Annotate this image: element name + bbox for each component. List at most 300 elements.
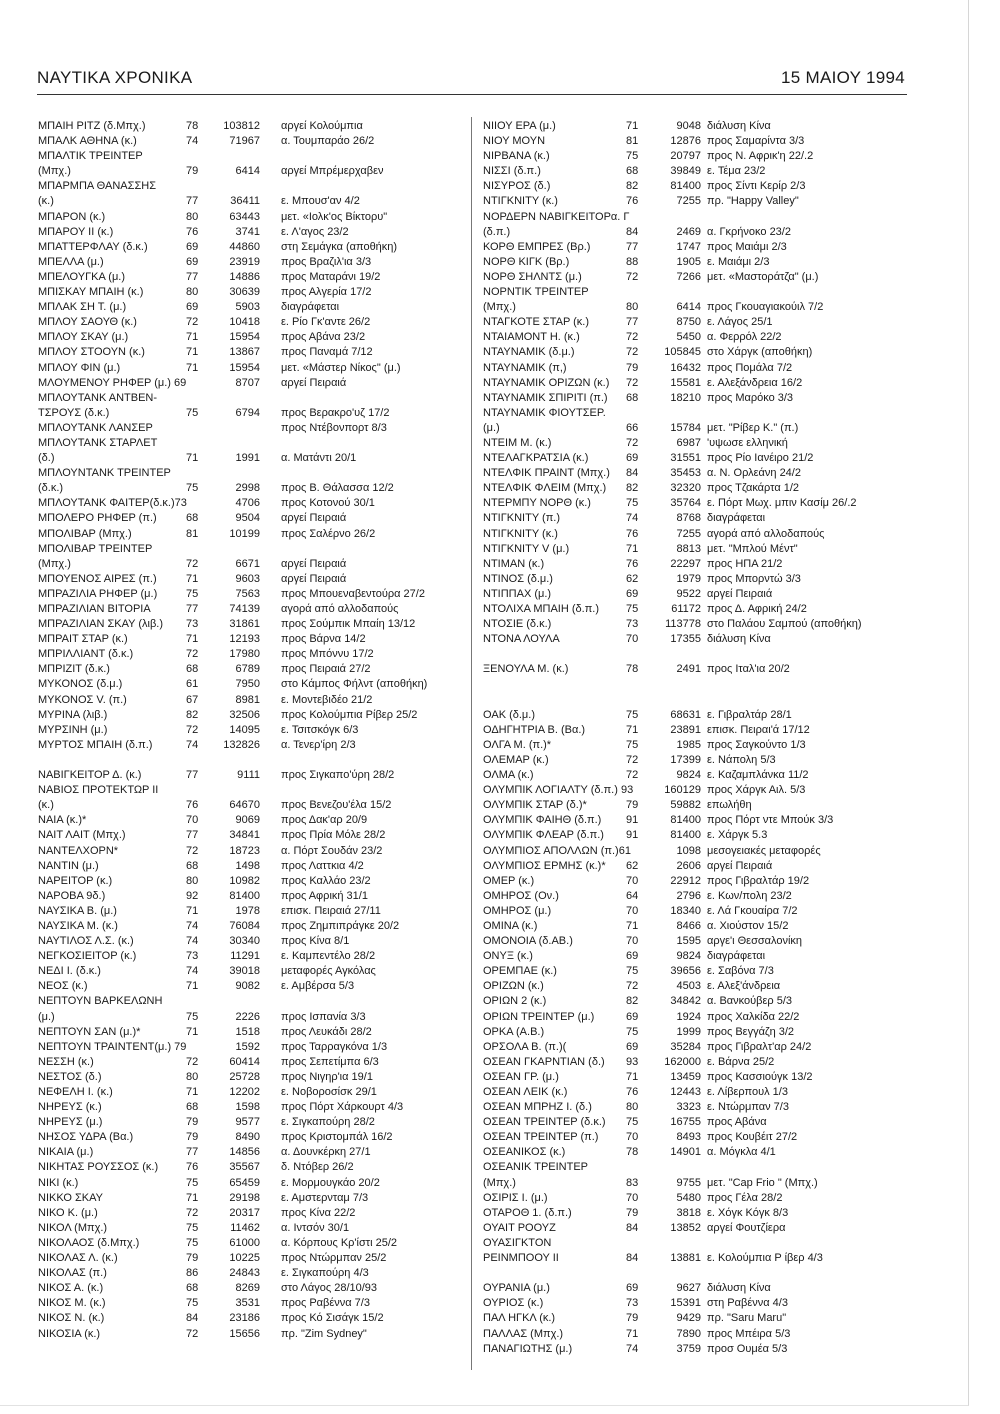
list-item [38,572,446,587]
list-item [483,1160,891,1175]
status-destination: προς Αβάνα 23/2 [281,331,366,344]
tonnage: 15581 [670,376,701,389]
status-destination: προς Ντέβονπορτ 8/3 [281,421,387,434]
build-year: 77 [186,769,199,782]
status-destination: α. Κόρπους Κρ'ίστι 25/2 [281,1236,397,1249]
build-year: 73 [186,950,199,963]
list-item [483,119,891,134]
status-destination: προς Μαιάμι 2/3 [707,240,787,253]
list-item [483,134,891,149]
vessel-name: ΟΜΗΡΟΣ (Ον.) [483,889,559,902]
tonnage: 31551 [670,452,701,465]
tonnage: 76084 [229,919,260,932]
tonnage: 2796 [676,889,701,902]
list-item [483,677,891,692]
status-destination: προς Νιγηρ'ια 19/1 [281,1070,373,1083]
vessel-name: ΜΛΟΥΜΕΝΟΥ ΡΗΦΕΡ (μ.) 69 [38,376,187,389]
build-year: 78 [626,1146,639,1159]
vessel-name: ΟΣΕΑΝ ΜΠΡΗΖ Ι. (δ.) [483,1101,592,1114]
build-year: 77 [186,1146,199,1159]
status-destination: προς Σούμπικ Μπαίη 13/12 [281,618,416,631]
tonnage: 7255 [676,527,701,540]
list-item [483,1221,891,1236]
status-destination: αργε'ι Θεσσαλονίκη [707,935,803,948]
status-destination: αργεί Πειραιά [281,572,347,585]
tonnage: 12202 [229,1086,260,1098]
tonnage: 20797 [670,150,701,163]
tonnage: 14856 [229,1146,260,1159]
tonnage: 9824 [676,950,701,963]
build-year: 72 [626,346,639,359]
vessel-name: ΟΛΥΜΠΙΚ ΦΑΙΗΘ (δ.π.) [483,814,602,827]
build-year: 75 [626,1116,639,1129]
tonnage: 14901 [670,1146,701,1159]
status-destination: επωλήθη [707,799,752,812]
list-item [38,844,446,859]
list-item [38,255,446,270]
vessel-name: ΜΠΛΑΚ ΣΗ Τ. (μ.) [38,301,127,314]
vessel-name: ΟΥΑΙΤ ΡΟΟΥΖ [483,1221,556,1234]
tonnage: 7563 [235,587,260,600]
vessel-name: ΝΤΙΓΚΝΙΤΥ (κ.) [483,195,558,208]
tonnage: 105845 [664,346,701,359]
list-item [483,285,891,300]
status-destination: προς Μπόννυ 17/2 [281,648,374,661]
status-destination: πρ. "Zim Sydney" [281,1327,367,1340]
build-year: 81 [186,527,199,540]
tonnage: 1747 [676,240,701,253]
vessel-name: ΟΣΕΑΝ ΤΡΕΙΝΤΕΡ (π.) [483,1131,599,1144]
vessel-name: ΝΙΚΟΛ (Μπχ.) [38,1221,108,1234]
list-item [483,345,891,360]
list-item [483,813,891,828]
status-destination: ε. Σιγκαπούρη 4/3 [281,1267,369,1280]
list-item [38,677,446,692]
tonnage: 18210 [670,391,701,404]
list-item [38,1070,446,1085]
list-item [483,934,891,949]
list-item [38,376,446,391]
list-item [483,859,891,874]
list-item [38,617,446,632]
build-year: 80 [186,286,199,299]
list-item [38,1085,446,1100]
tonnage: 4706 [235,497,260,510]
tonnage: 15954 [229,331,260,344]
vessel-name: ΜΠΑΤΤΕΡΦΛΑΥ (δ.κ.) [38,240,148,253]
tonnage: 15784 [670,421,701,434]
tonnage: 39849 [670,165,701,178]
vessel-name: ΜΠΛΟΥΝΤΑΝΚ ΤΡΕΙΝΤΕΡ [38,467,171,480]
list-item [483,300,891,315]
build-year: 73 [626,1297,639,1310]
vessel-name: ΟΛΜΑ (κ.) [483,769,534,782]
vessel-name: ΝΕΣΣΗ (κ.) [38,1055,94,1068]
tonnage: 15954 [229,361,260,374]
status-destination: προς Τζακάρτα 1/2 [707,482,800,495]
vessel-name: ΝΤΑΓΚΟΤΕ ΣΤΑΡ (κ.) [483,316,590,329]
list-item [483,1206,891,1221]
build-year: 76 [626,195,639,208]
tonnage: 9603 [235,572,260,585]
list-item [38,768,446,783]
build-year: 71 [186,1191,199,1204]
vessel-name: ΜΠΕΛΟΥΓΚΑ (μ.) [38,270,126,283]
build-year: 69 [626,1040,639,1053]
status-destination: ε. Τσιτσκόγκ 6/3 [281,723,359,736]
tonnage: 6414 [676,301,701,314]
list-item [483,210,891,225]
list-item [483,391,891,406]
tonnage: 31861 [229,618,260,631]
vessel-name: ΜΠΑΛΚ ΑΘΗΝΑ (κ.) [38,135,137,148]
build-year: 84 [626,225,639,238]
vessel-name: ΠΑΝΑΓΙΩΤΗΣ (μ.) [483,1342,573,1355]
list-item [38,315,446,330]
status-destination: ε. Χόγκ Κόγκ 8/3 [707,1206,789,1219]
list-item [38,496,446,511]
vessel-name: ΜΠΟΛΙΒΑΡ ΤΡΕΙΝΤΕΡ [38,542,153,555]
list-item [38,542,446,557]
build-year: 79 [186,165,199,178]
build-year: 79 [626,1312,639,1325]
vessel-name: (Μπχ.) [38,557,71,570]
tonnage: 9111 [237,769,260,782]
right-column [483,119,891,1357]
build-year: 68 [626,165,639,178]
build-year: 71 [186,633,199,646]
vessel-name: ΜΠΡΑΖΙΛΙΑΝ ΒΙΤΟΡΙΑ [38,603,151,615]
list-item [38,391,446,406]
build-year: 72 [626,331,639,344]
tonnage: 9824 [676,769,701,782]
vessel-name: ΜΠΟΛΕΡΟ ΡΗΦΕΡ (π.) [38,512,157,525]
vessel-name: ΝΟΡΝΤΙΚ ΤΡΕΙΝΤΕΡ [483,286,589,299]
build-year: 71 [626,1327,639,1340]
tonnage: 1991 [235,452,260,465]
list-item [483,194,891,209]
status-destination: αγορά από αλλοδαπούς [707,527,825,540]
tonnage: 7950 [235,678,260,691]
list-item [38,632,446,647]
list-item [38,345,446,360]
vessel-name: ΟΡΙΩΝ 2 (κ.) [483,995,547,1008]
vessel-name: ΝΤΑΙΑΜΟΝΤ Η. (κ.) [483,331,580,344]
vessel-name: ΞΕΝΟΥΛΑ Μ. (κ.) [483,663,569,676]
status-destination: α. Ν. Ορλεάνη 24/2 [707,467,801,480]
vessel-name: ΟΡΚΑ (Α.Β.) [483,1025,545,1038]
build-year: 75 [186,1176,199,1189]
tonnage: 81400 [670,829,701,842]
status-destination: μετ. "Μπλού Μέντ" [707,542,798,555]
list-item [38,587,446,602]
status-destination: α. Βανκούβερ 5/3 [707,995,793,1008]
vessel-name: ΜΠΛΟΥ ΣΤΟΟΥΝ (κ.) [38,346,145,359]
status-destination: ε. Μαιάμι 2/3 [707,255,770,268]
list-item [483,1130,891,1145]
build-year: 80 [186,874,199,887]
list-item [483,315,891,330]
list-item [483,602,891,617]
list-item [38,1055,446,1070]
tonnage: 1924 [676,1010,701,1023]
status-destination: προς Βενεζου'έλα 15/2 [281,799,392,812]
tonnage: 3323 [676,1101,701,1114]
vessel-name: ΡΕΙΝΜΠΟΟΥ II [483,1252,559,1265]
tonnage: 12193 [229,633,260,646]
tonnage: 1598 [235,1101,260,1114]
vessel-name: ΝΙΡΒΑΝΑ (κ.) [483,150,550,163]
list-item [38,662,446,677]
tonnage: 39018 [229,965,260,978]
build-year: 61 [186,678,199,691]
vessel-name: ΝΤΙΓΚΝΙΤΥ V (μ.) [483,542,570,555]
tonnage: 10199 [229,527,260,540]
tonnage: 35284 [670,1040,701,1053]
vessel-name: ΝΙΣΣΙ (δ.π.) [483,165,541,178]
tonnage: 5903 [235,301,260,314]
status-destination: στο Κάμπος Φήλντ (αποθήκη) [281,678,428,691]
tonnage: 10225 [229,1252,260,1265]
tonnage: 13459 [670,1070,701,1083]
vessel-name: (κ.) [38,799,54,812]
vessel-name: (Μπχ.) [38,165,71,178]
vessel-name: ΝΗΡΕΥΣ (μ.) [38,1116,103,1129]
tonnage: 5450 [676,331,701,344]
vessel-name: ΝΤΕΛΦΙΚ ΠΡΑΙΝΤ (Μπχ.) [483,467,610,480]
build-year: 79 [186,1116,199,1129]
tonnage: 4503 [676,980,701,993]
vessel-name: ΟΣΕΑΝΙΚ ΤΡΕΙΝΤΕΡ [483,1161,589,1174]
list-item [483,919,891,934]
tonnage: 2998 [235,482,260,495]
vessel-name: ΟΔΗΓΗΤΡΙΑ Β. (Βα.) [483,723,586,736]
tonnage: 30340 [229,935,260,948]
build-year: 66 [626,421,639,434]
tonnage: 9755 [676,1176,701,1189]
list-item [483,572,891,587]
tonnage: 11291 [230,950,260,963]
vessel-name: ΝΑΝΤΙΝ (μ.) [38,859,99,872]
build-year: 68 [186,512,199,525]
list-item [38,723,446,738]
status-destination: ε. Τέμα 23/2 [707,165,766,178]
tonnage: 34842 [670,995,701,1008]
status-destination: αργεί Πειραιά [281,376,347,389]
list-item [483,1025,891,1040]
vessel-name: ΝΤΙΓΚΝΙΤΥ (π.) [483,512,560,525]
vessel-name: ΝΟΡΘ ΣΗΛΝΤΣ (μ.) [483,270,582,283]
build-year: 76 [626,527,639,540]
vessel-name: ΜΥΡΣΙΝΗ (μ.) [38,723,108,736]
build-year: 68 [626,391,639,404]
tonnage: 2226 [235,1010,260,1023]
list-item [483,949,891,964]
build-year: 71 [186,361,199,374]
list-item [38,1176,446,1191]
vessel-name: ΝΙΚΟΣΙΑ (κ.) [38,1327,101,1340]
build-year: 73 [186,618,199,631]
list-item [483,708,891,723]
list-item [483,1342,891,1357]
vessel-name: ΜΠΕΛΛΑ (μ.) [38,255,104,268]
vessel-name: ΟΜΕΡ (κ.) [483,874,535,887]
status-destination: ε. Νάπολη 5/3 [707,753,776,766]
tonnage: 59882 [670,799,701,812]
vessel-name: ΟΣΕΑΝ ΓΚΑΡΝΤΙΑΝ (δ.) [483,1055,605,1068]
vessel-name: ΝΑΒΙΟΣ ΠΡΟΤΕΚΤΩΡ II [38,784,159,797]
tonnage: 61000 [229,1236,260,1249]
status-destination: ε. Αλεξάνδρεια 16/2 [707,376,803,389]
vessel-name: ΝΤΑΥΝΑΜΙΚ (δ.μ.) [483,346,575,359]
vessel-name: ΟΜΟΝΟΙΑ (δ.ΑΒ.) [483,935,573,948]
list-item [38,1327,446,1342]
status-destination: προς Δ. Αφρική 24/2 [707,603,807,615]
build-year: 70 [626,1131,639,1144]
status-destination: προς Πόρτ Χάρκουρτ 4/3 [281,1101,404,1114]
vessel-name: ΜΠΑΡΟΝ (κ.) [38,210,106,223]
build-year: 72 [186,1055,199,1068]
tonnage: 7266 [676,270,701,283]
list-item [483,1191,891,1206]
tonnage: 9627 [676,1282,701,1295]
list-item [38,889,446,904]
build-year: 75 [186,587,199,600]
build-year: 77 [186,603,199,615]
status-destination: ε. Λ'αγος 23/2 [281,225,349,238]
status-destination: προς Δακ'αρ 20/9 [281,814,368,827]
status-destination: α. Τουμπαράο 26/2 [281,135,375,148]
build-year: 79 [186,1131,199,1144]
list-item [38,225,446,240]
status-destination: στο Λάγος 28/10/93 [281,1282,378,1295]
status-destination: α. Πόρτ Σουδάν 23/2 [281,844,383,857]
list-item [38,813,446,828]
build-year: 72 [186,1206,199,1219]
status-destination: προς Ντώρμπαν 25/2 [281,1252,387,1265]
build-year: 70 [186,814,199,827]
status-destination: α. Γκρήνοκο 23/2 [707,225,791,238]
build-year: 76 [186,225,199,238]
list-item [483,527,891,542]
tonnage: 18723 [229,844,260,857]
masthead [37,64,907,95]
tonnage: 18340 [670,904,701,917]
list-item [38,436,446,451]
vessel-name: ΝΤΕΡΜΠΥ ΝΟΡΘ (κ.) [483,497,591,510]
list-item [38,994,446,1009]
list-item [38,406,446,421]
list-item [38,210,446,225]
tonnage: 13852 [670,1221,701,1234]
status-destination: προς Βραζιλ'ια 3/3 [281,255,372,268]
status-destination: προς Ν. Αφρικ'η 22/.2 [707,150,814,163]
list-item [483,738,891,753]
tonnage: 16432 [670,361,701,374]
list-item [483,270,891,285]
list-item [483,994,891,1009]
list-item [38,934,446,949]
tonnage: 13867 [229,346,260,359]
tonnage: 1498 [235,859,260,872]
vessel-name: ΝΙΚΟΣ Μ. (κ.) [38,1297,106,1310]
status-destination: ε. Βάρνα 25/2 [707,1055,775,1068]
build-year: 72 [626,753,639,766]
vessel-name: ΟΡΙΖΩΝ (κ.) [483,980,544,993]
tonnage: 32320 [670,482,701,495]
tonnage: 14886 [229,270,260,283]
list-item [38,919,446,934]
left-column [38,119,446,1342]
list-item [483,451,891,466]
vessel-name: ΟΜΙΝΑ (κ.) [483,919,538,932]
list-item [483,1055,891,1070]
vessel-name: ΟΛΥΜΠΙΟΣ ΑΠΟΛΛΩΝ (π.)61 [483,844,631,857]
build-year: 79 [626,1206,639,1219]
build-year: 74 [186,935,199,948]
vessel-name: ΝΑΙΑ (κ.)* [38,814,87,827]
status-destination: διάλυση Κίνα [707,1282,771,1295]
tonnage: 7255 [676,195,701,208]
build-year: 80 [186,1070,199,1083]
vessel-name: ΟΣΕΑΝ ΛΕΙΚ (κ.) [483,1086,568,1098]
status-destination: ε. Ντώρμπαν 7/3 [707,1101,789,1114]
build-year: 69 [186,255,199,268]
build-year: 77 [186,829,199,842]
build-year: 71 [186,980,199,993]
build-year: 75 [626,965,639,978]
vessel-name: ΜΠΑΡΟΥ II (κ.) [38,225,114,238]
tonnage: 8269 [235,1282,260,1295]
status-destination: αργεί Κολούμπια [281,120,363,132]
list-item [483,1311,891,1326]
list-item [38,1145,446,1160]
status-destination: προς Ραβέννα 7/3 [281,1297,370,1310]
vessel-name: ΟΑΚ (δ.μ.) [483,708,535,721]
tonnage: 35567 [229,1161,260,1174]
vessel-name: ΝΙΚΟΣ Ν. (κ.) [38,1312,105,1325]
tonnage: 2606 [676,859,701,872]
list-item [38,451,446,466]
vessel-name: ΝΕΠΤΟΥΝ ΒΑΡΚΕΛΩΝΗ [38,995,163,1008]
build-year: 75 [186,1221,199,1234]
status-destination: ε. Λίβερπουλ 1/3 [707,1086,788,1098]
build-year: 77 [186,195,199,208]
build-year: 91 [626,814,639,827]
tonnage: 8466 [676,919,701,932]
build-year: 86 [186,1267,199,1280]
tonnage: 23891 [670,723,701,736]
list-item [483,149,891,164]
tonnage: 9048 [676,120,701,132]
list-item [483,511,891,526]
list-item [38,119,446,134]
build-year: 72 [626,980,639,993]
status-destination: διαγράφεται [281,301,340,314]
status-destination: προς Χάργκ Αιλ. 5/3 [707,784,806,797]
build-year: 93 [626,1055,639,1068]
vessel-name: ΜΠΛΟΥΤΑΝΚ ΛΑΝΣΕΡ [38,421,153,434]
list-item [38,1025,446,1040]
list-item [483,496,891,511]
status-destination: ε. Αλεξ'άνδρεια [707,980,781,993]
status-destination: αργεί Μπρέμερχαβεν [281,165,384,178]
tonnage: 14095 [229,723,260,736]
build-year: 79 [626,799,639,812]
status-destination: ε. Κων/πολη 23/2 [707,889,792,902]
vessel-name: ΟΥΡΙΟΣ (κ.) [483,1297,544,1310]
vessel-name: ΜΥΡΤΟΣ ΜΠΑΙΗ (δ.π.) [38,738,153,751]
